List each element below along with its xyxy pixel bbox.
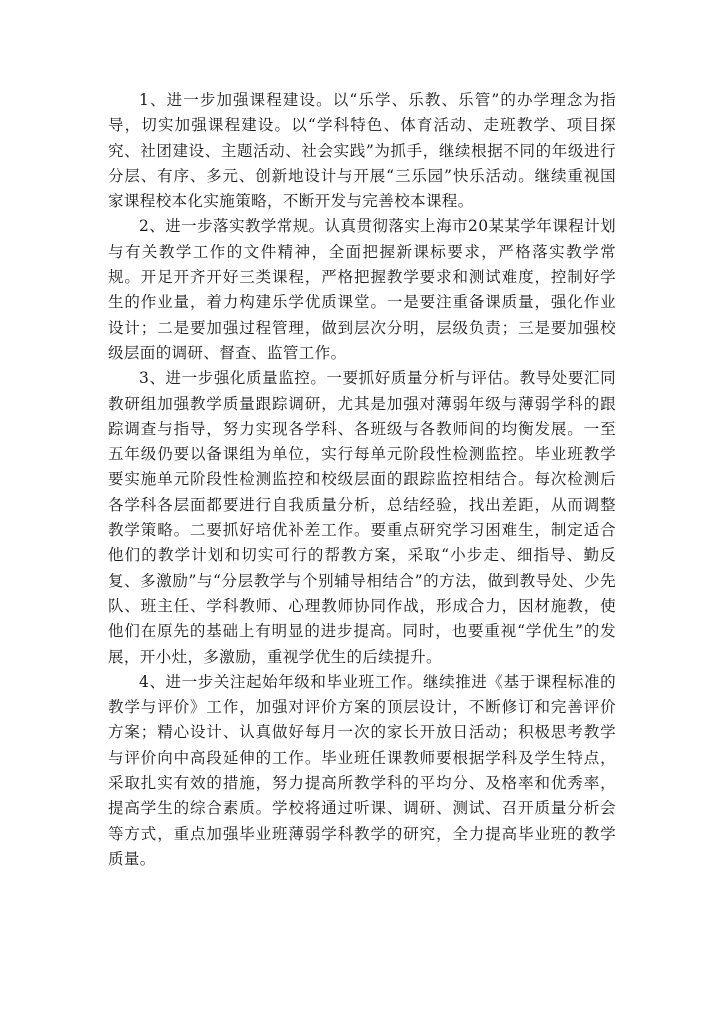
- paragraph-graduating-classes: 4、进一步关注起始年级和毕业班工作。继续推进《基于课程标准的教学与评价》工作，加强对评价方案的顶层设计，不断修订和完善评价方案；精心设计、认真做好每月一次的家长开放日活动；积极思考教学与评价向中高段延伸的工作。毕业班任课教师要根据学科及学生特点，采取扎实有效的措施，努力提高所教学科的平均分、及格率和优秀率，提高学生的综合素质。学校将通过听课、调研、测试、召开质量分析会等方式，重点加强毕业班薄弱学科教学的研究，全力提高毕业班的教学质量。: [108, 672, 616, 868]
- paragraph-curriculum-building: 1、进一步加强课程建设。以“乐学、乐教、乐管”的办学理念为指导，切实加强课程建设。以“学科特色、体育活动、走班教学、项目探究、社团建设、主题活动、社会实践”为抓手，继续根据不同的年级进行分层、有序、多元、创新地设计与开展“三乐园”快乐活动。继续重视国家课程校本化实施策略，不断开发与完善校本课程。: [108, 91, 616, 211]
- paragraph-teaching-routines: 2、进一步落实教学常规。认真贯彻落实上海市20某某学年课程计划与有关教学工作的文件精神，全面把握新课标要求，严格落实教学常规。开足开齐开好三类课程，严格把握教学要求和测试难度，控制好学生的作业量，着力构建乐学优质课堂。一是要注重备课质量，强化作业设计；二是要加强过程管理，做到层次分明，层级负责；三是要加强校级层面的调研、督查、监管工作。: [108, 217, 616, 362]
- paragraph-quality-monitoring: 3、进一步强化质量监控。一要抓好质量分析与评估。教导处要汇同教研组加强教学质量跟踪调研，尤其是加强对薄弱年级与薄弱学科的跟踪调查与指导，努力实现各学科、各班级与各教师间的均衡发展。一至五年级仍要以备课组为单位，实行每单元阶段性检测监控。毕业班教学要实施单元阶段性检测监控和校级层面的跟踪监控相结合。每次检测后各学科各层面都要进行自我质量分析，总结经验，找出差距，从而调整教学策略。二要抓好培优补差工作。要重点研究学习困难生，制定适合他们的教学计划和切实可行的帮教方案，采取“小步走、细指导、勤反复、多激励”与“分层教学与个别辅导相结合”的方法，做到教导处、少先队、班主任、学科教师、心理教师协同作战，形成合力，因材施教，使他们在原先的基础上有明显的进步提高。同时，也要重视“学优生”的发展，开小灶，多激励，重视学优生的后续提升。: [108, 369, 616, 666]
- document-body: [108, 88, 616, 872]
